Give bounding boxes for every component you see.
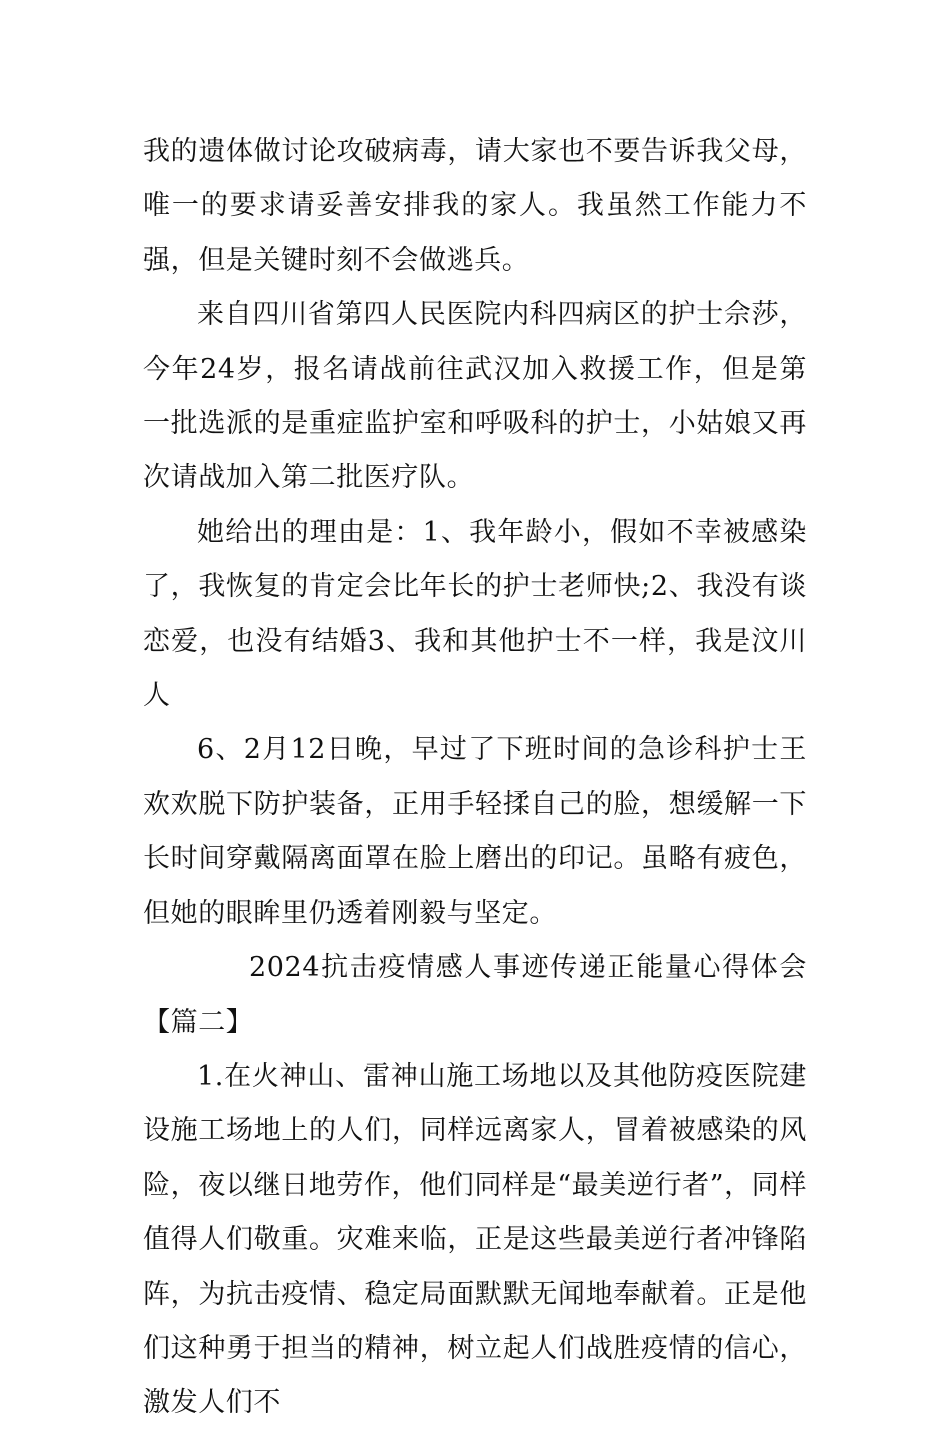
document-body xyxy=(143,125,807,1431)
paragraph-reasons: 她给出的理由是：1、我年龄小，假如不幸被感染了，我恢复的肯定会比年长的护士老师快;2、我没有谈恋爱，也没有结婚3、我和其他护士不一样，我是汶川人 xyxy=(143,516,807,712)
paragraph-construction-workers: 1.在火神山、雷神山施工场地以及其他防疫医院建设施工场地上的人们，同样远离家人，冒着被感染的风险，夜以继日地劳作，他们同样是“最美逆行者”，同样值得人们敬重。灾难来临，正是这些最美逆行者冲锋陷阵，为抗击疫情、稳定局面默默无闻地奉献着。正是他们这种勇于担当的精神，树立起人们战胜疫情的信心，激发人们不 xyxy=(143,1060,807,1419)
section-heading: 2024抗击疫情感人事迹传递正能量心得体会【篇二】 xyxy=(143,952,807,1038)
paragraph-she-sha: 来自四川省第四人民医院内科四病区的护士佘莎，今年24岁，报名请战前往武汉加入救援工作，但是第一批选派的是重症监护室和呼吸科的护士，小姑娘又再次请战加入第二批医疗队。 xyxy=(143,299,807,494)
paragraph-continuation: 我的遗体做讨论攻破病毒，请大家也不要告诉我父母，唯一的要求请妥善安排我的家人。我虽然工作能力不强，但是关键时刻不会做逃兵。 xyxy=(143,136,807,276)
paragraph-wang-huanhuan: 6、2月12日晚，早过了下班时间的急诊科护士王欢欢脱下防护装备，正用手轻揉自己的脸，想缓解一下长时间穿戴隔离面罩在脸上磨出的印记。虽略有疲色，但她的眼眸里仍透着刚毅与坚定。 xyxy=(143,734,807,929)
